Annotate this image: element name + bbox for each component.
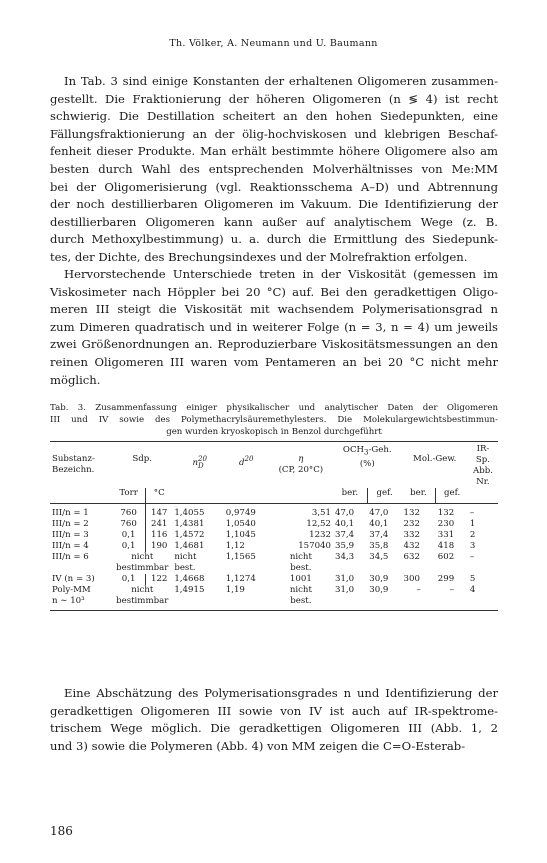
cell-d: 1,0540 [225, 519, 256, 529]
cell-och3-ber: 37,4 [335, 530, 355, 540]
cell-substanz: III/n = 3 [52, 530, 89, 540]
para1-line: besten durch Wahl des entsprechenden Molverhältnisses von Me:MM [50, 161, 498, 176]
table-row [50, 530, 498, 541]
cell-mol-ber: 232 [403, 519, 420, 529]
subheader-torr: Torr [119, 488, 138, 498]
para1-line: destillierbaren Oligomeren kann außer auf analytischem Wege (z. B. [50, 214, 498, 229]
para1-line: der noch destillierbaren Oligomeren im Vakuum. Die Identifizierung der [50, 197, 498, 212]
para2-line: möglich. [50, 372, 101, 387]
cell-celsius: 122 [146, 574, 173, 585]
para2-line: reinen Oligomeren III waren vom Pentameren an bei 20 °C nicht mehr [50, 354, 498, 369]
para1-line: In Tab. 3 sind einige Konstanten der erhaltenen Oligomeren zusammen- [64, 74, 498, 88]
cell-d: 1,1045 [225, 530, 256, 540]
para1-line: schwierig. Die Destillation scheitert an den hohen Siedepunkten, eine [50, 109, 498, 124]
header-label: OCH [342, 445, 365, 455]
col-substanz [50, 442, 112, 489]
cell-substanz: III/n = 1 [52, 508, 89, 518]
cell-eta: 12,52 [306, 519, 331, 529]
para2-line: zwei Größenordnungen an. Reproduzierbare Viskositätsmessungen an den [50, 337, 498, 352]
cell-eta: best. [290, 563, 312, 573]
table-row [50, 541, 498, 552]
cell-d: 1,12 [225, 541, 245, 551]
header-label: IR- [476, 444, 490, 454]
header-label: -Geh. [368, 445, 392, 455]
cell-och3-gef: 47,0 [369, 508, 389, 518]
cell-ir: 5 [469, 574, 476, 584]
cell-mol-gef: 602 [437, 552, 455, 562]
cell-celsius: 116 [146, 530, 173, 541]
header-label: Bezeichn. [52, 465, 95, 475]
cell-nd: 1,4681 [174, 541, 205, 551]
cell-nd: 1,4055 [174, 508, 205, 518]
cell-och3-ber: 31,0 [335, 574, 355, 584]
cell-substanz: III/n = 2 [52, 519, 89, 529]
cell-mol-gef: 418 [437, 541, 455, 551]
caption-line: gen wurden kryoskopisch in Benzol durchgeführt [166, 427, 382, 437]
cell-d: 1,1565 [225, 552, 256, 562]
para1-line: tes, der Dichte, des Brechungsindexes und der Molrefraktion erfolgen. [50, 249, 468, 264]
cell-substanz: III/n = 4 [52, 541, 89, 551]
cell-nd: 1,4668 [174, 574, 205, 584]
subheader-ber: ber. [341, 488, 359, 498]
cell-mol-gef: 230 [437, 519, 455, 529]
cell-och3-ber: 40,1 [335, 519, 355, 529]
cell-mol-gef: 132 [437, 508, 455, 518]
cell-eta: 1001 [289, 574, 312, 584]
cell-eta: nicht [289, 585, 312, 595]
page-number: 186 [50, 824, 73, 838]
para3-line: und 3) sowie die Polymeren (Abb. 4) von MM zeigen die C=O-Esterab- [50, 738, 466, 753]
header-label: n [192, 457, 199, 468]
cell-d: 1,1274 [225, 574, 256, 584]
para1-line: durch Methoxylbestimmung) u. a. durch die Ermittlung des Siedepunk- [50, 232, 498, 247]
para2-line: zum Dimeren quadratisch und in weiterer Folge (n = 3, n = 4) um jeweils [50, 319, 498, 334]
cell-sdp: bestimmbar [116, 563, 169, 573]
header-label: Abb. [472, 466, 493, 476]
cell-och3-ber: 31,0 [335, 585, 355, 595]
cell-mol-ber: 432 [403, 541, 420, 551]
cell-substanz: Poly-MM [52, 585, 91, 595]
cell-mol-gef: 299 [437, 574, 455, 584]
cell-och3-gef: 40,1 [369, 519, 389, 529]
para3-line: geradkettigen Oligomeren III sowie von IV ist auch auf IR-spektrome- [50, 703, 498, 718]
cell-eta: 157040 [298, 541, 331, 551]
cell-mol-gef: – [449, 585, 454, 595]
cell-torr: 760 [120, 519, 137, 529]
cell-substanz: IV (n = 3) [52, 574, 95, 584]
header-label: (%) [359, 458, 375, 469]
cell-mol-ber: 332 [403, 530, 420, 540]
table-row [50, 519, 498, 530]
cell-celsius: 190 [146, 541, 173, 552]
subheader-gef: gef. [436, 488, 468, 504]
table-row [50, 504, 498, 520]
cell-och3-ber: 47,0 [335, 508, 355, 518]
cell-sdp: bestimmbar [116, 596, 169, 606]
paragraph-3 [50, 685, 498, 755]
header-label: d [239, 457, 245, 468]
cell-nd: 1,4572 [174, 530, 205, 540]
col-ir [468, 442, 498, 489]
cell-och3-gef: 30,9 [369, 585, 389, 595]
table-row [50, 574, 498, 585]
subheader-celsius: °C [146, 488, 173, 504]
cell-nd: 1,4381 [174, 519, 205, 529]
cell-ir: – [469, 552, 475, 562]
para3-line: trischem Wege möglich. Die geradkettigen Oligomeren III (Abb. 1, 2 [50, 721, 498, 736]
cell-substanz: n ∼ 10³ [52, 596, 85, 606]
header-label: (CP, 20°C) [278, 465, 324, 475]
subheader-gef: gef. [367, 488, 401, 504]
cell-och3-gef: 34,5 [369, 552, 389, 562]
cell-d: 0,9749 [225, 508, 256, 518]
header-label: 20 [244, 455, 254, 463]
paragraph-1 [50, 73, 498, 267]
cell-ir: 4 [469, 585, 476, 595]
cell-ir: 2 [469, 530, 476, 540]
cell-d: 1,19 [225, 585, 245, 595]
caption-line: Tab. 3. Zusammenfassung einiger physikalischer und analytischer Daten der Oligomeren [50, 403, 498, 413]
data-table [50, 441, 498, 611]
cell-mol-ber: – [416, 585, 421, 595]
cell-ir: 1 [469, 519, 476, 529]
para1-line: bei der Oligomerisierung (vgl. Reaktionsschema A–D) und Abtrennung [50, 179, 498, 194]
cell-torr: 760 [120, 508, 137, 518]
para3-line: Eine Abschätzung des Polymerisationsgrades n und Identifizierung der [64, 686, 498, 700]
col-molgew: Mol.-Gew. [413, 454, 457, 464]
cell-och3-ber: 34,3 [335, 552, 355, 562]
header-label: D [197, 461, 204, 470]
table-row [50, 596, 498, 611]
header-label: Nr. [476, 477, 490, 487]
cell-och3-gef: 37,4 [369, 530, 389, 540]
para2-line: Hervorstechende Unterschiede treten in der Viskosität (gemessen im [64, 267, 498, 281]
table-row [50, 563, 498, 574]
paragraph-2 [50, 266, 498, 389]
cell-och3-gef: 35,8 [369, 541, 389, 551]
table-subheader-row [50, 488, 498, 504]
para2-line: meren III steigt die Viskosität mit wachsendem Polymerisationsgrad n [50, 302, 498, 317]
running-header: Th. Völker, A. Neumann und U. Baumann [169, 38, 378, 49]
cell-torr: 0,1 [121, 541, 136, 551]
cell-eta: nicht [289, 552, 312, 562]
cell-mol-gef: 331 [437, 530, 455, 540]
para1-line: fenheit dieser Produkte. Man erhält bestimmte höhere Oligomere also am [50, 144, 498, 159]
cell-mol-ber: 632 [403, 552, 420, 562]
cell-och3-gef: 30,9 [369, 574, 389, 584]
cell-substanz: III/n = 6 [52, 552, 89, 562]
header-label: 20 [198, 455, 207, 463]
para1-line: Fällungsfraktionierung an der ölig-hochviskosen und klebrigen Beschaf- [50, 126, 498, 141]
cell-nd: best. [174, 563, 196, 573]
para2-line: Viskosimeter nach Höppler bei 20 °C) auf. Bei den geradkettigen Oligo- [50, 284, 498, 299]
cell-nd: nicht [174, 552, 197, 562]
header-label: 3 [364, 448, 369, 457]
col-viscosity [269, 442, 333, 489]
cell-mol-ber: 300 [403, 574, 420, 584]
cell-sdp: nicht [131, 552, 154, 562]
col-refraction [172, 442, 223, 489]
cell-nd: 1,4915 [174, 585, 205, 595]
col-sdp: Sdp. [132, 454, 153, 464]
subheader-ber: ber. [410, 488, 427, 498]
table-caption [50, 402, 498, 438]
cell-eta: best. [290, 596, 312, 606]
cell-eta: 3,51 [311, 508, 331, 518]
table-row [50, 552, 498, 563]
cell-ir: – [469, 508, 475, 518]
cell-celsius: 147 [146, 504, 173, 520]
cell-celsius: 241 [146, 519, 173, 530]
cell-eta: 1232 [309, 530, 331, 540]
header-label: Substanz- [52, 454, 95, 464]
para1-line: gestellt. Die Fraktionierung der höheren Oligomeren (n ≶ 4) ist recht [50, 91, 498, 106]
cell-torr: 0,1 [121, 530, 136, 540]
col-density [224, 442, 269, 489]
cell-och3-ber: 35,9 [335, 541, 355, 551]
col-och3 [333, 442, 402, 489]
header-label: η [298, 454, 304, 464]
cell-ir: 3 [469, 541, 476, 551]
header-label: Sp. [475, 455, 491, 465]
caption-line: III und IV sowie des Polymethacrylsäuremethylesters. Die Molekulargewichtsbestimmun- [50, 415, 498, 425]
cell-mol-ber: 132 [403, 508, 420, 518]
table-row [50, 585, 498, 596]
cell-torr: 0,1 [121, 574, 136, 584]
cell-sdp: nicht [131, 585, 154, 595]
table-header-row [50, 442, 498, 489]
